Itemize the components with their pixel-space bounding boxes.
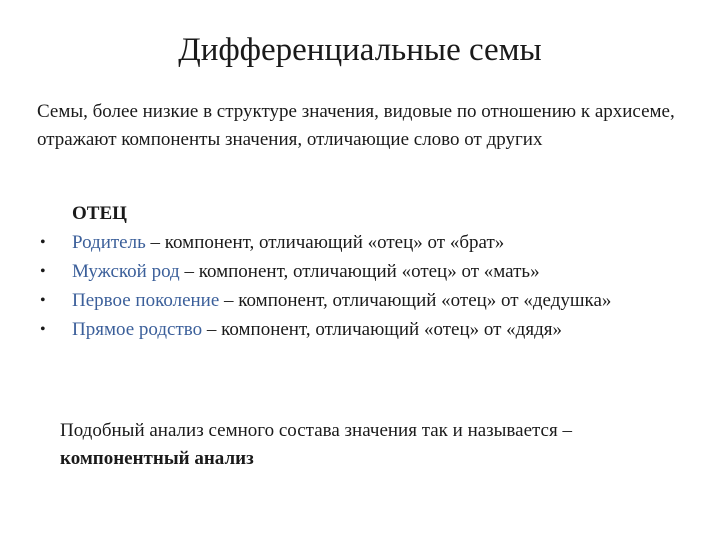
seme-term: Мужской род — [72, 261, 180, 282]
bullet-icon: • — [40, 234, 46, 251]
seme-description: – компонент, отличающий «отец» от «брат» — [145, 232, 505, 253]
list-item — [40, 257, 680, 286]
seme-term: Родитель — [72, 232, 146, 253]
seme-description: – компонент, отличающий «отец» от «мать» — [179, 261, 540, 282]
definition-text: Семы, более низкие в структуре значения, видовые по отношению к архисеме, отражают компоненты значения, отличающие слово от других — [37, 101, 675, 150]
example-list — [40, 199, 680, 344]
list-item-text — [72, 315, 680, 344]
list-item — [40, 228, 680, 257]
bullet-icon: • — [40, 292, 46, 309]
example-word: ОТЕЦ — [72, 203, 127, 224]
seme-description: – компонент, отличающий «отец» от «дядя» — [202, 319, 562, 340]
conclusion — [60, 417, 680, 473]
seme-term: Первое поколение — [72, 290, 220, 311]
seme-term: Прямое родство — [72, 319, 203, 340]
conclusion-text: Подобный анализ семного состава значения так и называется – — [60, 420, 572, 441]
seme-description: – компонент, отличающий «отец» от «дедушка» — [219, 290, 612, 311]
list-item-text — [72, 286, 680, 315]
bullet-icon: • — [40, 321, 46, 338]
list-item — [40, 286, 680, 315]
conclusion-term: компонентный анализ — [60, 448, 254, 469]
slide-title: Дифференциальные семы — [178, 32, 542, 68]
list-item-text — [72, 257, 680, 286]
bullet-icon: • — [40, 263, 46, 280]
list-item — [40, 315, 680, 344]
list-item-text — [72, 228, 680, 257]
